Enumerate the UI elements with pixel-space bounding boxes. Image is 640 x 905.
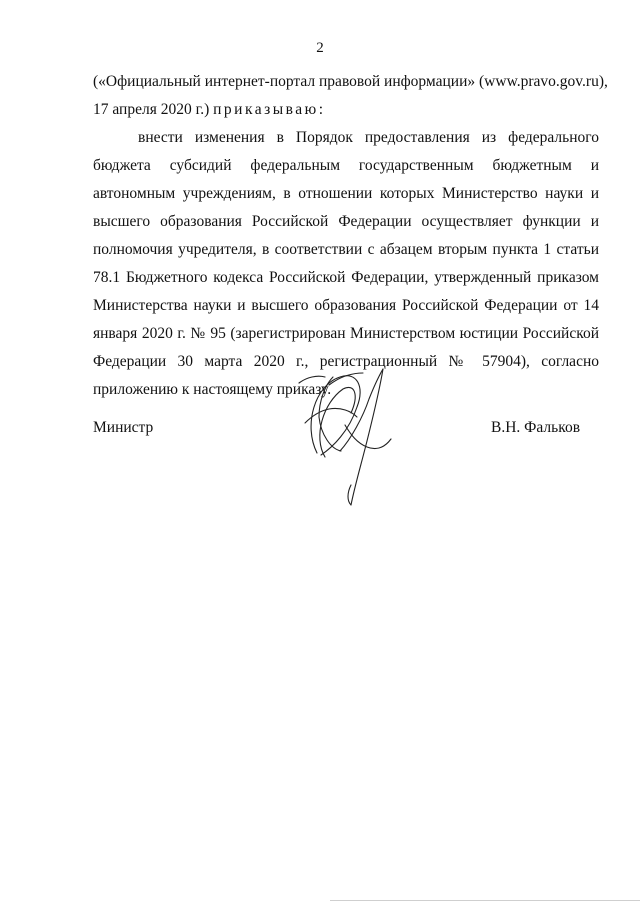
order-keyword: приказываю: [213,101,326,118]
handwritten-signature-icon [285,355,415,515]
main-paragraph: внести изменения в Порядок предоставления из федерального бюджета субсидий федеральным государственным бюджетным и автономным учреждениям, в отношении которых Министерство науки и высшего образования Российской Федерации осуществляет функции и полномочия учредителя, в соответствии с абзацем вторым пункта 1 статьи 78.1 Бюджетного кодекса Российской Федерации, утвержденный приказом Министерства науки и высшего образования Российской Федерации от 14 января 2020 г. № 95 (зарегистрирован Министерством юстиции Российской Федерации 30 марта 2020 г., регистрационный № 57904), согласно приложению к настоящему приказу. [93,129,599,398]
intro-text [93,68,608,124]
signatory-name: В.Н. Фальков [491,419,581,436]
intro-line-1: («Официальный интернет-портал правовой информации» (www.pravo.gov.ru), [93,73,608,90]
signatory-title: Министр [93,419,154,436]
intro-date: 17 апреля 2020 г.) [93,101,210,118]
page-number: 2 [316,40,324,56]
intro-line-2 [93,96,599,124]
scan-edge-line [330,900,640,901]
